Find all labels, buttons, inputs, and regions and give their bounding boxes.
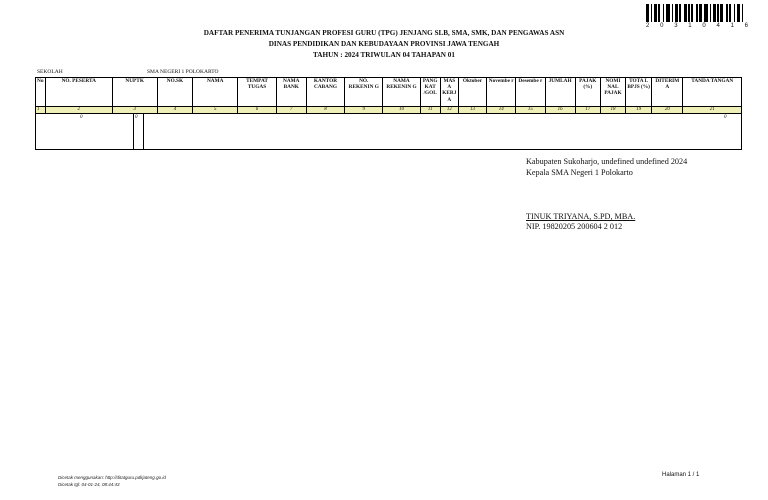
school-label: SEKOLAH [37, 69, 63, 75]
col-oktober: Oktober [458, 78, 486, 107]
col-number: 17 [575, 107, 600, 114]
col-pajak: PAJAK (%) [575, 78, 600, 107]
col-number: 16 [545, 107, 575, 114]
table-body [35, 113, 742, 150]
barcode-digit: 3 [674, 23, 678, 29]
barcode-digit: 0 [702, 23, 706, 29]
footer-printed-date: Dicetak tgl: 04-01-24, 08:44:43 [58, 482, 120, 487]
col-number: 9 [345, 107, 383, 114]
col-number: 12 [440, 107, 458, 114]
col-number: 8 [306, 107, 344, 114]
school-name: SMA NEGERI 1 POLOKARTO [147, 69, 219, 75]
col-number: 1 [36, 107, 46, 114]
col-tanda-tangan: TANDA TANGAN [683, 78, 742, 107]
col-number: 3 [112, 107, 157, 114]
col-number: 18 [600, 107, 625, 114]
cell-value-left: 0 [80, 115, 83, 120]
col-number: 10 [383, 107, 420, 114]
document-period: TAHUN : 2024 TRIWULAN 04 TAHAPAN 01 [313, 51, 455, 59]
col-number: 14 [487, 107, 516, 114]
barcode-digit: 0 [660, 23, 664, 29]
col-no-sk: NO.SK [157, 78, 192, 107]
col-nuptk: NUPTK [112, 78, 157, 107]
col-no-rekening: NO. REKENIN G [345, 78, 383, 107]
barcode-digit: 1 [688, 23, 692, 29]
signature-position: Kepala SMA Negeri 1 Polokarto [526, 168, 633, 177]
cell-value-mid: 0 [135, 115, 138, 120]
col-number: 19 [626, 107, 652, 114]
barcode-digit: 1 [730, 23, 734, 29]
cell-divider [133, 114, 134, 149]
col-number: 2 [46, 107, 112, 114]
page-number: Halaman 1 / 1 [662, 472, 700, 478]
signature-place-date: Kabupaten Sukoharjo, undefined undefined 2024 [526, 157, 688, 166]
col-tempat-tugas: TEMPAT TUGAS [238, 78, 276, 107]
cell-value-right: 0 [724, 115, 727, 120]
col-number: 7 [276, 107, 306, 114]
table-header-row [36, 78, 742, 107]
col-number: 11 [420, 107, 440, 114]
col-number: 5 [193, 107, 238, 114]
document-subtitle: DINAS PENDIDIKAN DAN KEBUDAYAAN PROVINSI JAWA TENGAH [268, 40, 500, 48]
col-total-bpjs: TOTA L BPJS (%) [626, 78, 652, 107]
barcode-bar [743, 4, 748, 22]
col-number: 13 [458, 107, 486, 114]
col-nama-bank: NAMA BANK [276, 78, 306, 107]
footer-printed-with: Dicetak menggunakan: http://ditatguru.pdkjateng.go.id [58, 475, 166, 480]
signature-name: TINUK TRIYANA, S.PD, MBA. [526, 212, 636, 221]
col-number: 4 [157, 107, 192, 114]
barcode-digit: 2 [646, 23, 650, 29]
col-kantor-cabang: KANTOR CABANG [306, 78, 344, 107]
col-no: No [36, 78, 46, 107]
col-no-peserta: NO. PESERTA [46, 78, 112, 107]
col-jumlah: JUMLAH [545, 78, 575, 107]
col-number: 15 [516, 107, 545, 114]
col-desember: Desembe r [516, 78, 545, 107]
barcode [646, 4, 748, 22]
col-masa-kerja: MAS A KERJ A [440, 78, 458, 107]
col-nama: NAMA [193, 78, 238, 107]
barcode-digit: 6 [744, 23, 748, 29]
cell-divider [143, 114, 144, 149]
col-november: Novembe r [487, 78, 516, 107]
recipients-table [35, 77, 742, 114]
col-pangkat: PANG KAT /GOL [420, 78, 440, 107]
signature-nip: NIP. 19820205 200604 2 012 [526, 222, 623, 231]
document-title: DAFTAR PENERIMA TUNJANGAN PROFESI GURU (TPG) JENJANG SLB, SMA, SMK, DAN PENGAWAS ASN [203, 29, 565, 37]
col-nominal-pajak: NOMI NAL PAJAK [600, 78, 625, 107]
col-number: 21 [683, 107, 742, 114]
col-number: 6 [238, 107, 276, 114]
col-diterima: DITERIM A [652, 78, 683, 107]
col-number: 20 [652, 107, 683, 114]
col-nama-rekening: NAMA REKENIN G [383, 78, 420, 107]
barcode-digit: 4 [716, 23, 720, 29]
